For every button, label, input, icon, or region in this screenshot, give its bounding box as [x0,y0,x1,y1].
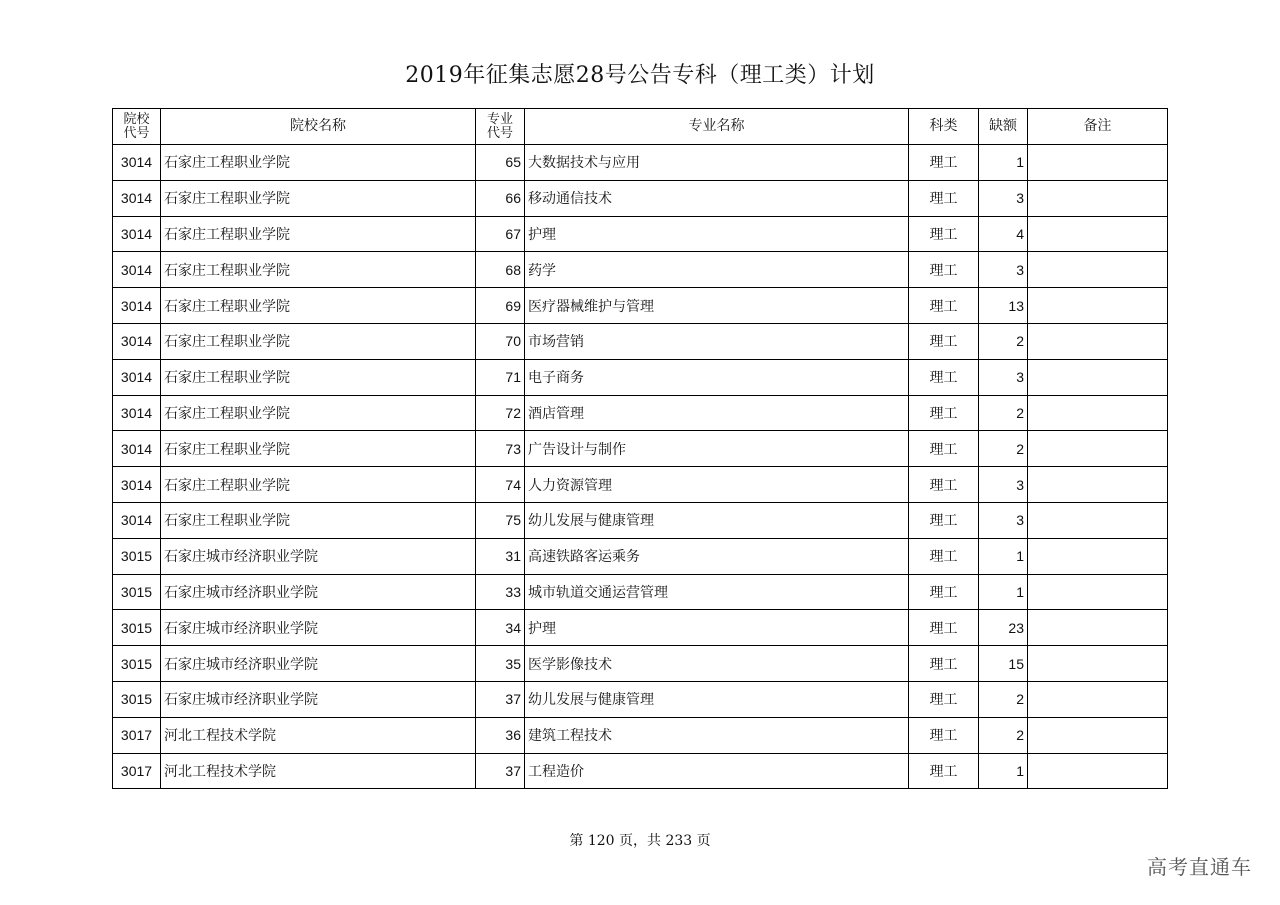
cell-major-name: 医疗器械维护与管理 [525,288,909,324]
cell-major-code: 35 [476,646,525,682]
cell-note [1028,145,1168,181]
cell-note [1028,610,1168,646]
cell-major-code: 71 [476,359,525,395]
cell-school-name: 河北工程技术学院 [161,717,476,753]
cell-major-name: 电子商务 [525,359,909,395]
cell-school-name: 石家庄工程职业学院 [161,145,476,181]
header-school-code-line2: 代号 [123,125,150,141]
table-row [113,574,1168,610]
cell-school-name: 石家庄城市经济职业学院 [161,538,476,574]
cell-school-code: 3015 [113,681,161,717]
cell-school-code: 3014 [113,252,161,288]
cell-school-name: 石家庄工程职业学院 [161,502,476,538]
cell-major-name: 护理 [525,216,909,252]
cell-school-code: 3014 [113,323,161,359]
cell-school-name: 石家庄工程职业学院 [161,359,476,395]
cell-school-code: 3017 [113,753,161,789]
cell-school-name: 石家庄城市经济职业学院 [161,574,476,610]
cell-vacancy: 2 [979,395,1028,431]
cell-vacancy: 2 [979,717,1028,753]
cell-major-name: 高速铁路客运乘务 [525,538,909,574]
cell-major-code: 68 [476,252,525,288]
cell-category: 理工 [909,717,979,753]
cell-vacancy: 3 [979,467,1028,503]
cell-note [1028,538,1168,574]
cell-vacancy: 4 [979,216,1028,252]
cell-category: 理工 [909,359,979,395]
cell-major-name: 药学 [525,252,909,288]
cell-vacancy: 13 [979,288,1028,324]
cell-category: 理工 [909,323,979,359]
cell-school-name: 石家庄城市经济职业学院 [161,681,476,717]
cell-major-name: 人力资源管理 [525,467,909,503]
cell-note [1028,252,1168,288]
cell-vacancy: 2 [979,431,1028,467]
cell-major-code: 67 [476,216,525,252]
cell-school-name: 石家庄城市经济职业学院 [161,610,476,646]
page-title: 2019年征集志愿28号公告专科（理工类）计划 [405,63,875,88]
cell-major-code: 74 [476,467,525,503]
cell-school-name: 石家庄工程职业学院 [161,288,476,324]
table-row [113,467,1168,503]
table-row [113,359,1168,395]
cell-major-code: 66 [476,180,525,216]
cell-major-name: 幼儿发展与健康管理 [525,502,909,538]
cell-category: 理工 [909,538,979,574]
header-major-code [476,109,525,145]
watermark-logo: 高考直通车 [1147,855,1252,879]
cell-major-code: 31 [476,538,525,574]
table-row [113,538,1168,574]
cell-school-name: 石家庄工程职业学院 [161,395,476,431]
cell-school-code: 3014 [113,467,161,503]
cell-major-code: 37 [476,681,525,717]
cell-school-name: 石家庄城市经济职业学院 [161,646,476,682]
table-row [113,216,1168,252]
cell-major-name: 移动通信技术 [525,180,909,216]
cell-vacancy: 1 [979,753,1028,789]
cell-school-name: 河北工程技术学院 [161,753,476,789]
table-row [113,717,1168,753]
cell-note [1028,395,1168,431]
cell-school-name: 石家庄工程职业学院 [161,180,476,216]
cell-school-name: 石家庄工程职业学院 [161,252,476,288]
page-footer: 第 120 页，共 233 页 [569,833,711,849]
cell-major-code: 69 [476,288,525,324]
cell-school-code: 3014 [113,359,161,395]
header-school-name: 院校名称 [161,109,476,145]
header-vacancy: 缺额 [979,109,1028,145]
cell-category: 理工 [909,145,979,181]
cell-vacancy: 3 [979,359,1028,395]
table-row [113,323,1168,359]
cell-note [1028,288,1168,324]
cell-major-name: 护理 [525,610,909,646]
cell-major-code: 33 [476,574,525,610]
header-note: 备注 [1028,109,1168,145]
cell-major-code: 65 [476,145,525,181]
header-school-code [113,109,161,145]
cell-school-name: 石家庄工程职业学院 [161,216,476,252]
cell-school-code: 3014 [113,216,161,252]
cell-category: 理工 [909,646,979,682]
cell-major-code: 34 [476,610,525,646]
cell-note [1028,216,1168,252]
cell-category: 理工 [909,681,979,717]
cell-note [1028,180,1168,216]
cell-vacancy: 15 [979,646,1028,682]
cell-category: 理工 [909,252,979,288]
cell-major-name: 医学影像技术 [525,646,909,682]
cell-major-code: 36 [476,717,525,753]
cell-school-code: 3014 [113,288,161,324]
cell-school-name: 石家庄工程职业学院 [161,431,476,467]
cell-school-code: 3015 [113,610,161,646]
cell-note [1028,574,1168,610]
cell-vacancy: 3 [979,502,1028,538]
cell-school-name: 石家庄工程职业学院 [161,467,476,503]
cell-vacancy: 23 [979,610,1028,646]
cell-category: 理工 [909,753,979,789]
cell-major-name: 工程造价 [525,753,909,789]
cell-vacancy: 2 [979,681,1028,717]
cell-vacancy: 1 [979,145,1028,181]
enrollment-plan-table [112,108,1168,789]
table-row [113,252,1168,288]
table-row [113,753,1168,789]
cell-note [1028,753,1168,789]
table-row [113,502,1168,538]
cell-school-name: 石家庄工程职业学院 [161,323,476,359]
table-row [113,145,1168,181]
cell-school-code: 3014 [113,502,161,538]
cell-vacancy: 1 [979,574,1028,610]
cell-category: 理工 [909,467,979,503]
cell-note [1028,681,1168,717]
cell-note [1028,359,1168,395]
table-row [113,180,1168,216]
table-row [113,646,1168,682]
cell-major-name: 广告设计与制作 [525,431,909,467]
cell-vacancy: 3 [979,252,1028,288]
cell-major-name: 酒店管理 [525,395,909,431]
header-major-code-line2: 代号 [486,125,513,141]
table-row [113,431,1168,467]
cell-school-code: 3015 [113,574,161,610]
header-major-name: 专业名称 [525,109,909,145]
cell-major-code: 70 [476,323,525,359]
cell-vacancy: 1 [979,538,1028,574]
header-category: 科类 [909,109,979,145]
cell-note [1028,323,1168,359]
cell-note [1028,467,1168,503]
table-row [113,610,1168,646]
cell-category: 理工 [909,216,979,252]
cell-school-code: 3015 [113,538,161,574]
cell-major-code: 37 [476,753,525,789]
header-major-code-line1: 专业 [486,111,513,127]
cell-major-name: 市场营销 [525,323,909,359]
cell-major-code: 72 [476,395,525,431]
table-row [113,288,1168,324]
cell-school-code: 3015 [113,646,161,682]
cell-category: 理工 [909,395,979,431]
cell-school-code: 3017 [113,717,161,753]
cell-category: 理工 [909,502,979,538]
cell-school-code: 3014 [113,180,161,216]
table-header-row [113,109,1168,145]
cell-major-name: 建筑工程技术 [525,717,909,753]
cell-vacancy: 2 [979,323,1028,359]
table-body [113,145,1168,789]
cell-category: 理工 [909,288,979,324]
cell-vacancy: 3 [979,180,1028,216]
cell-note [1028,646,1168,682]
table-row [113,395,1168,431]
cell-major-name: 幼儿发展与健康管理 [525,681,909,717]
cell-note [1028,717,1168,753]
cell-major-code: 73 [476,431,525,467]
cell-category: 理工 [909,431,979,467]
cell-school-code: 3014 [113,431,161,467]
cell-school-code: 3014 [113,395,161,431]
cell-category: 理工 [909,610,979,646]
cell-category: 理工 [909,180,979,216]
header-school-code-line1: 院校 [123,111,150,127]
cell-major-code: 75 [476,502,525,538]
cell-category: 理工 [909,574,979,610]
cell-school-code: 3014 [113,145,161,181]
cell-major-name: 城市轨道交通运营管理 [525,574,909,610]
cell-note [1028,502,1168,538]
table-row [113,681,1168,717]
cell-note [1028,431,1168,467]
cell-major-name: 大数据技术与应用 [525,145,909,181]
